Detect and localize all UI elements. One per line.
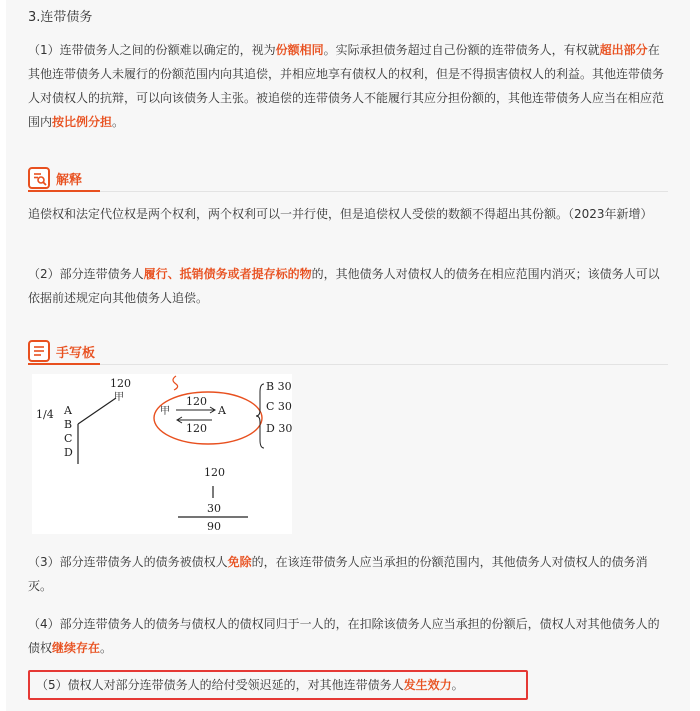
hw-left-top: 120 xyxy=(110,377,131,390)
hw-oval-jia: 甲 xyxy=(160,406,170,417)
paragraph-3 xyxy=(28,550,668,598)
p5-emphasis-effective: 发生效力 xyxy=(403,678,452,692)
divider xyxy=(28,191,668,192)
explain-text: 追偿权和法定代位权是两个权利，两个权利可以一并行使，但是追偿权人受偿的数额不得超出其份额。（2023年新增） xyxy=(28,207,653,221)
handwriting-section-header xyxy=(28,336,668,366)
p1-emphasis-excess-part: 超出部分 xyxy=(599,43,648,57)
notepad-icon xyxy=(28,340,50,362)
hw-doodle xyxy=(173,376,178,390)
p4-text-c: 。 xyxy=(100,641,113,655)
p1-text-g: 。 xyxy=(112,115,125,129)
paragraph-5 xyxy=(36,673,526,697)
divider xyxy=(28,364,668,365)
paragraph-4 xyxy=(28,612,668,660)
divider-accent xyxy=(28,363,100,365)
hw-letter-a: A xyxy=(64,404,72,417)
paragraph-1 xyxy=(28,38,668,134)
document-page xyxy=(6,0,690,711)
p5-text-a: （5）债权人对部分连带债务人的给付受领迟延的，对其他连带债务人 xyxy=(36,678,404,692)
hw-fraction: 1/4 xyxy=(36,408,54,421)
explain-section-title: 解释 xyxy=(56,172,83,188)
handwriting-board xyxy=(32,374,292,534)
p3-emphasis-waive: 免除 xyxy=(227,555,252,569)
hw-right-item-d: D 30 xyxy=(266,422,292,435)
handwriting-section-title: 手写板 xyxy=(56,345,96,361)
p1-emphasis-equal-shares: 份额相同 xyxy=(275,43,324,57)
hw-oval xyxy=(154,392,262,444)
hw-oval-top: 120 xyxy=(186,395,207,408)
hw-letter-c: C xyxy=(64,432,73,445)
section-heading: 3.连带债务 xyxy=(28,10,93,25)
hw-calc-mid: 30 xyxy=(207,502,221,515)
hw-right-item-c: C 30 xyxy=(266,400,292,413)
hw-arrow-line xyxy=(78,398,116,424)
hw-calc-bottom: 90 xyxy=(207,520,221,533)
magnifier-document-icon xyxy=(28,167,50,189)
p1-text-c: 。实际承担债务超过自己份额的连带债务人，有权就 xyxy=(323,43,600,57)
p1-text-e: 在其他连带债务人未履行的份额范围内向其追偿，并相应地享有债权人的权利，但是不得损害债权人的利益。其他连带债务人对债权人的抗辩，可以向该债务人主张。被追偿的连带债务人不能履行其应分担份额的，其他连带债务人应当在相应范围内 xyxy=(28,43,665,129)
hw-letter-d: D xyxy=(64,446,73,459)
hw-oval-a: A xyxy=(218,404,226,417)
divider-accent xyxy=(28,190,100,192)
hw-calc-top: 120 xyxy=(204,466,225,479)
p2-text-c: 的，其他债务人对债权人的债务在相应范围内消灭；该债务人可以依据前述规定向其他债务人追偿。 xyxy=(28,267,660,305)
paragraph-2 xyxy=(28,262,668,310)
hw-letter-b: B xyxy=(64,418,73,431)
p2-text-a: （2）部分连带债务人 xyxy=(28,267,144,281)
p1-emphasis-proportional: 按比例分担 xyxy=(52,115,113,129)
p1-text-a: （1）连带债务人之间的份额难以确定的，视为 xyxy=(28,43,276,57)
hw-left-jia: 甲 xyxy=(114,392,124,403)
hw-bracket xyxy=(256,384,264,448)
p4-text-a: （4）部分连带债务人的债务与债权人的债权同归于一人的，在扣除该债务人应当承担的份额后，债权人对其他债务人的债权 xyxy=(28,617,660,655)
p5-text-c: 。 xyxy=(451,678,464,692)
explain-section-header xyxy=(28,163,668,193)
hw-oval-bottom: 120 xyxy=(186,422,207,435)
p4-emphasis-continue: 继续存在 xyxy=(52,641,101,655)
hw-right-item-b: B 30 xyxy=(266,380,292,393)
p3-text-c: 的，在该连带债务人应当承担的份额范围内，其他债务人对债权人的债务消灭。 xyxy=(28,555,648,593)
p3-text-a: （3）部分连带债务人的债务被债权人 xyxy=(28,555,228,569)
p2-emphasis-perform: 履行、抵销债务或者提存标的物 xyxy=(143,267,312,281)
